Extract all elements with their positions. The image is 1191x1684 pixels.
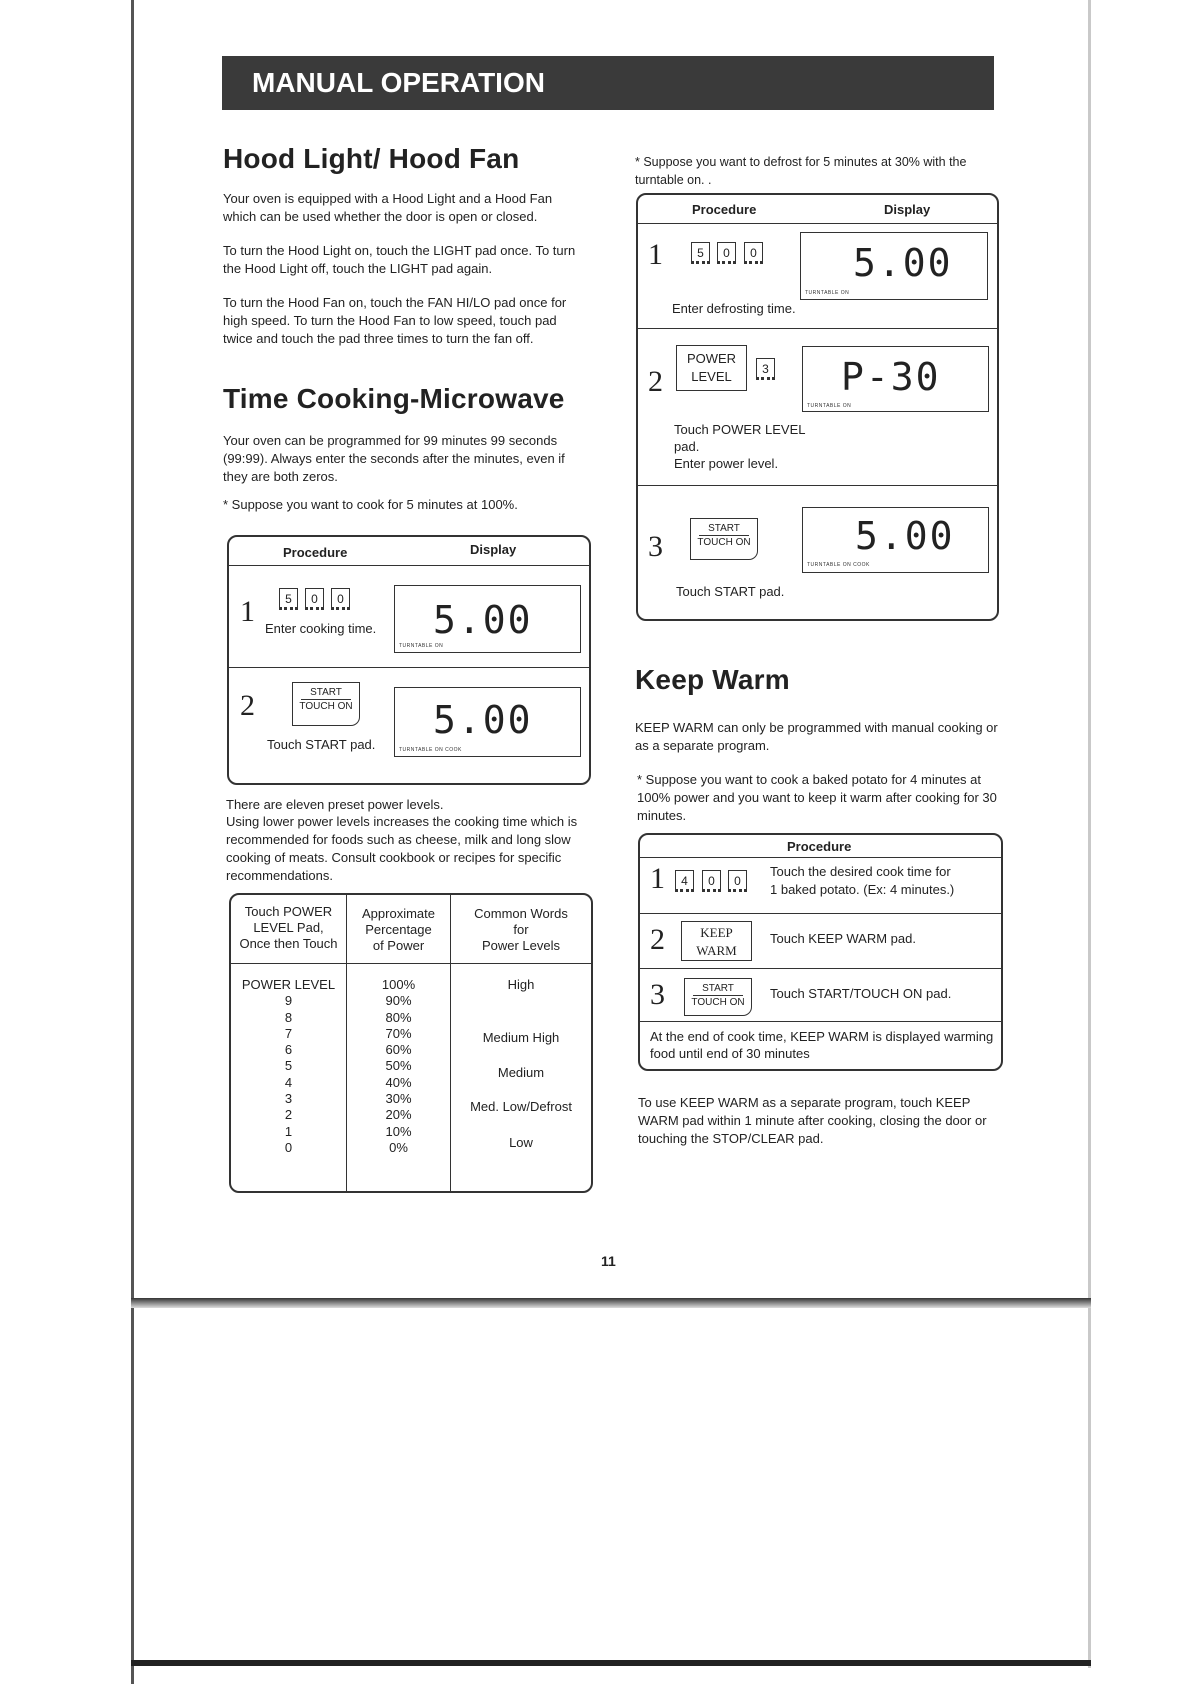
display-value: P-30 [841, 355, 941, 399]
header-touch-power [231, 904, 346, 952]
defrost-procedure-box [636, 193, 999, 621]
key-5: 5 [691, 242, 710, 264]
step-2-label: Touch START pad. [267, 737, 376, 752]
display-indicator: TURNTABLE ON [807, 403, 852, 409]
percent-cell: 70% [385, 1025, 412, 1041]
display-value: 5.00 [433, 598, 533, 642]
keepwarm-note: At the end of cook time, KEEP WARM is displayed warming food until end of 30 minutes [650, 1029, 994, 1061]
percent-cell: 100% [381, 977, 416, 992]
step-2-number: 2 [650, 923, 665, 956]
step-2-label: Touch KEEP WARM pad. [770, 931, 916, 946]
display-indicator: TURNTABLE ON COOK [807, 562, 870, 568]
word-low: Low [509, 1135, 533, 1150]
percent-cell: 50% [385, 1058, 412, 1074]
display-header: Display [884, 202, 931, 217]
keep-warm-pad-icon [681, 921, 752, 961]
timecook-example: * Suppose you want to cook for 5 minutes at 100%. [223, 497, 518, 512]
step-divider [638, 328, 997, 329]
percent-column [347, 977, 450, 1156]
step-divider [638, 485, 997, 486]
step-2-label-3: Enter power level. [674, 456, 779, 471]
step-3-number: 3 [650, 978, 665, 1011]
step-1-label-1: Touch the desired cook time for [770, 864, 951, 879]
power-levels-paragraph: Using lower power levels increases the cooking time which is recommended for foods such as cheese, milk and long slow cooking of meats. Consult cookbook or recipes for specific recommendations. [226, 814, 578, 883]
pad-line: WARM [696, 943, 737, 958]
level-cell: 7 [284, 1025, 293, 1041]
key-4: 4 [675, 870, 694, 892]
header-divider [229, 565, 589, 566]
procedure-header: Procedure [283, 545, 348, 560]
step-divider [640, 913, 1001, 914]
step-1-display [800, 232, 988, 300]
level-cell: 5 [284, 1058, 293, 1074]
header-common-words [451, 906, 591, 954]
key-3: 3 [756, 358, 775, 380]
page-number: 11 [601, 1253, 616, 1269]
percent-cell: 10% [385, 1123, 412, 1139]
key-0: 0 [744, 242, 763, 264]
display-value: 5.00 [853, 241, 953, 285]
start-pad-bottom: TOUCH ON [299, 701, 353, 712]
display-indicator: TURNTABLE ON [805, 290, 850, 296]
percent-cell: 30% [385, 1091, 412, 1107]
timecook-paragraph: Your oven can be programmed for 99 minutes 99 seconds (99:99). Always enter the seconds after the minutes, even if they are both zeros. [223, 433, 565, 484]
step-1-label-2: 1 baked potato. (Ex: 4 minutes.) [770, 882, 955, 897]
percent-cell: 0% [389, 1139, 408, 1155]
key-0: 0 [331, 588, 350, 610]
hood-paragraph-3: To turn the Hood Fan on, touch the FAN HI/LO pad once for high speed. To turn the Hood Fan to low speed, touch pad twice and touch the pad three times to turn the fan off. [223, 295, 567, 346]
level-cell: 1 [284, 1123, 293, 1139]
level-cell: 3 [284, 1091, 293, 1107]
keepwarm-example: * Suppose you want to cook a baked potato for 4 minutes at 100% power and you want to keep it warm after cooking for 30 minutes. [637, 772, 997, 823]
key-5: 5 [279, 588, 298, 610]
percent-cell: 40% [385, 1074, 412, 1090]
percent-cell: 90% [385, 993, 412, 1009]
level-cell: 0 [284, 1139, 293, 1155]
key-0: 0 [717, 242, 736, 264]
levels-column [231, 977, 346, 1156]
start-pad-icon [684, 978, 752, 1016]
header-line: for [513, 922, 529, 937]
timecook-procedure-box [227, 535, 591, 785]
header-line: Percentage [365, 922, 432, 937]
page-bottom-line [131, 1660, 1091, 1666]
step-divider [229, 667, 589, 668]
defrost-example: * Suppose you want to defrost for 5 minutes at 30% with the turntable on. . [635, 155, 967, 187]
start-pad-top: START [693, 982, 743, 996]
step-3-number: 3 [648, 530, 663, 563]
step-1-display [394, 585, 581, 653]
step-3-display [802, 507, 989, 573]
page-bottom-shadow [131, 1298, 1091, 1308]
percent-cell: 80% [385, 1009, 412, 1025]
step-2-display [802, 346, 989, 412]
level-cell: 9 [284, 993, 293, 1009]
level-cell: 6 [284, 1042, 293, 1058]
word-med-low-defrost: Med. Low/Defrost [470, 1099, 572, 1114]
level-cell: 8 [284, 1009, 293, 1025]
display-indicator: TURNTABLE ON [399, 643, 444, 649]
header-divider [638, 223, 997, 224]
header-divider [640, 857, 1001, 858]
step-1-number: 1 [240, 595, 255, 628]
header-line: of Power [372, 938, 425, 953]
step-1-number: 1 [648, 238, 663, 271]
word-medium-high: Medium High [482, 1030, 560, 1045]
keepwarm-procedure-box [638, 833, 1003, 1071]
procedure-header: Procedure [692, 202, 757, 217]
display-header: Display [470, 542, 517, 557]
header-line: LEVEL Pad, [253, 920, 324, 935]
word-medium: Medium [497, 1065, 545, 1080]
header-line: Touch POWER [244, 904, 333, 919]
header-line: Approximate [362, 906, 435, 921]
step-2-number: 2 [240, 689, 255, 722]
page-right-edge [1088, 0, 1091, 1668]
header-percentage [347, 906, 450, 954]
header-line: Once then Touch [239, 936, 338, 951]
step-1-number: 1 [650, 862, 665, 895]
word-high: High [507, 977, 535, 992]
power-level-table [229, 893, 593, 1193]
level-cell: 2 [284, 1107, 293, 1123]
step-2-number: 2 [648, 365, 663, 398]
keepwarm-separate-paragraph: To use KEEP WARM as a separate program, touch KEEP WARM pad within 1 minute after cooking, closing the door or touching the STOP/CLEAR pad. [638, 1095, 987, 1146]
step-3-label: Touch START/TOUCH ON pad. [770, 986, 952, 1001]
table-header-divider [231, 963, 591, 964]
power-level-pad-icon [676, 345, 747, 391]
display-value: 5.00 [855, 514, 955, 558]
procedure-header: Procedure [787, 839, 852, 854]
key-0: 0 [702, 870, 721, 892]
hood-paragraph-2: To turn the Hood Light on, touch the LIGHT pad once. To turn the Hood Light off, touch the LIGHT pad again. [223, 243, 576, 276]
header-line: Common Words [474, 906, 568, 921]
step-divider [640, 968, 1001, 969]
section-banner: MANUAL OPERATION [222, 56, 994, 110]
step-2-display [394, 687, 581, 757]
display-value: 5.00 [433, 698, 533, 742]
key-0: 0 [728, 870, 747, 892]
start-pad-top: START [699, 522, 749, 536]
start-pad-bottom: TOUCH ON [691, 997, 745, 1008]
step-1-label: Enter defrosting time. [672, 301, 796, 316]
step-2-label-2: pad. [674, 439, 700, 454]
start-pad-icon [690, 518, 758, 560]
header-line: Power Levels [481, 938, 561, 953]
step-2-label-1: Touch POWER LEVEL [674, 422, 806, 437]
keepwarm-paragraph: KEEP WARM can only be programmed with manual cooking or as a separate program. [635, 720, 998, 753]
start-pad-icon [292, 682, 360, 726]
level-cell: 4 [284, 1074, 293, 1090]
start-pad-top: START [301, 686, 351, 700]
hood-paragraph-1: Your oven is equipped with a Hood Light and a Hood Fan which can be used whether the door is open or closed. [223, 191, 553, 224]
display-indicator: TURNTABLE ON COOK [399, 747, 462, 753]
start-pad-bottom: TOUCH ON [697, 537, 751, 548]
hood-title: Hood Light/ Hood Fan [223, 143, 520, 174]
percent-cell: 60% [385, 1042, 412, 1058]
percent-cell: 20% [385, 1107, 412, 1123]
page-left-margin [0, 0, 134, 1684]
timecook-title: Time Cooking-Microwave [223, 383, 565, 414]
pad-line: KEEP [700, 925, 733, 940]
pad-line: POWER [686, 351, 737, 366]
step-1-label: Enter cooking time. [265, 621, 377, 636]
step-3-label: Touch START pad. [676, 584, 785, 599]
pad-line: LEVEL [691, 369, 732, 384]
step-divider [640, 1021, 1001, 1022]
level-cell: POWER LEVEL [241, 977, 336, 992]
keepwarm-title: Keep Warm [635, 664, 790, 695]
key-0: 0 [305, 588, 324, 610]
power-levels-intro: There are eleven preset power levels. [226, 797, 444, 812]
